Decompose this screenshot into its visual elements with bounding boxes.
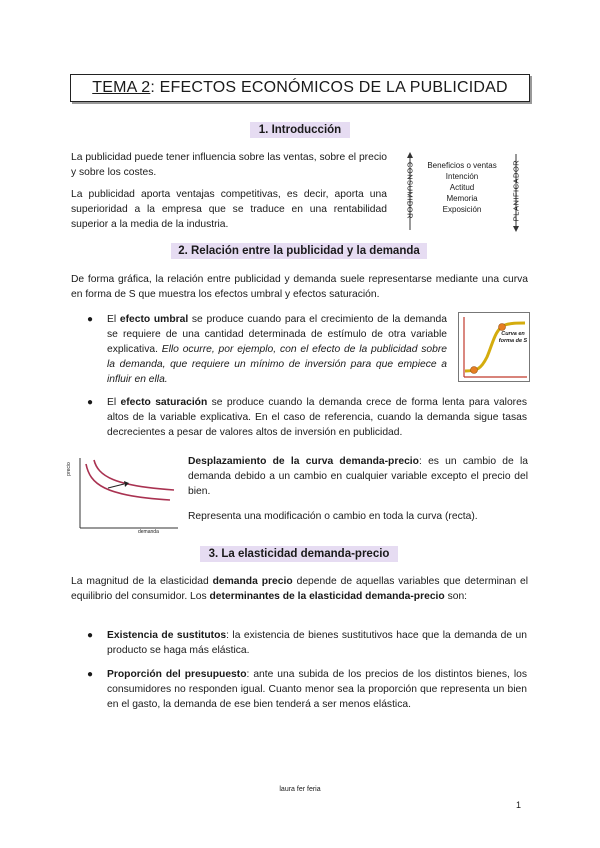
footer-author: laura fer feria [279, 786, 321, 793]
diagram-item: Intención [445, 172, 479, 181]
page-title [70, 74, 530, 102]
bullet-dot: ● [87, 669, 94, 680]
bullet-dot: ● [87, 397, 94, 408]
shift-description: Representa una modificación o cambio en toda la curva (recta). [188, 511, 478, 522]
planner-label: PLANIFICADOR [511, 159, 521, 222]
bullet-dot: ● [87, 630, 94, 641]
demand-shift-graph [65, 454, 180, 536]
bullet-sustitutos: ● Existencia de sustitutos: la existencia de bienes sustitutivos hace que la demanda de un producto se haga más elástica. [87, 630, 527, 656]
diagram-item: Actitud [449, 183, 475, 192]
title-rest: : EFECTOS ECONÓMICOS DE LA PUBLICIDAD [150, 79, 508, 96]
page-number: 1 [516, 800, 522, 810]
section-3-heading: 3. La elasticidad demanda-precio [200, 546, 398, 562]
advertising-hierarchy-diagram [404, 150, 524, 234]
s1-paragraph-1: La publicidad puede tener influencia sobre las ventas, sobre el precio y sobre los costes. [71, 152, 387, 178]
title-prefix: TEMA 2 [92, 79, 151, 96]
s1-paragraph-2: La publicidad aporta ventajas competitivas, es decir, aporta una superioridad a la empresa que se traduce en una rentabilidad superior a la media de la industria. [71, 189, 387, 230]
bullet-presupuesto: ● Proporción del presupuesto: ante una subida de los precios de los distintos bienes, los consumidores no responden igual. Cuanto menor sea la proporción que representa un bien en el gasto, la demanda de ese bien tenderá a ser menos elástica. [87, 669, 527, 710]
consumer-label: CONSUMIDOR [405, 161, 415, 220]
bullet-umbral: ● El efecto umbral se produce cuando para el crecimiento de la demanda se requiere de una cantidad determinada de estímulo de otra variable explicativa. Ello ocurre, por ejemplo, con el efecto de la publicidad sobre la demanda, que requiere un mínimo de inversión para que empiece a influir en ella. [87, 314, 447, 385]
demand-plot [70, 454, 180, 536]
graph-xlabel: demanda [138, 529, 159, 535]
diagram-item: Memoria [446, 194, 478, 203]
s-curve-plot [459, 313, 529, 381]
s-curve-graph [458, 312, 530, 382]
diagram-item: Exposición [442, 205, 482, 214]
s2-intro: De forma gráfica, la relación entre publicidad y demanda suele representarse mediante una curva en forma de S que muestra los efectos umbral y efectos saturación. [71, 274, 528, 300]
s-curve-label: Curva en forma de S [498, 331, 528, 344]
s3-intro: La magnitud de la elasticidad demanda precio depende de aquellas variables que determinan el equilibrio del consumidor. Los determinantes de la elasticidad demanda-precio son: [71, 576, 528, 602]
section-1-heading: 1. Introducción [250, 122, 350, 138]
section-2-heading: 2. Relación entre la publicidad y la demanda [171, 243, 427, 259]
diagram-item: Beneficios o ventas [427, 161, 497, 170]
bullet-dot: ● [87, 314, 94, 325]
bullet-saturacion: ● El efecto saturación se produce cuando la demanda crece de forma lenta para valores altos de la variable explicativa. En el caso de referencia, cuando la demanda sigue tasas decrecientes a pesar de valores altos de inversión en publicidad. [87, 397, 527, 438]
diagram-list [418, 160, 506, 215]
shift-definition: Desplazamiento de la curva demanda-precio: es un cambio de la demanda debido a un cambio en cualquier variable excepto el precio del bien. [188, 456, 529, 497]
graph-ylabel: precio [65, 462, 72, 476]
